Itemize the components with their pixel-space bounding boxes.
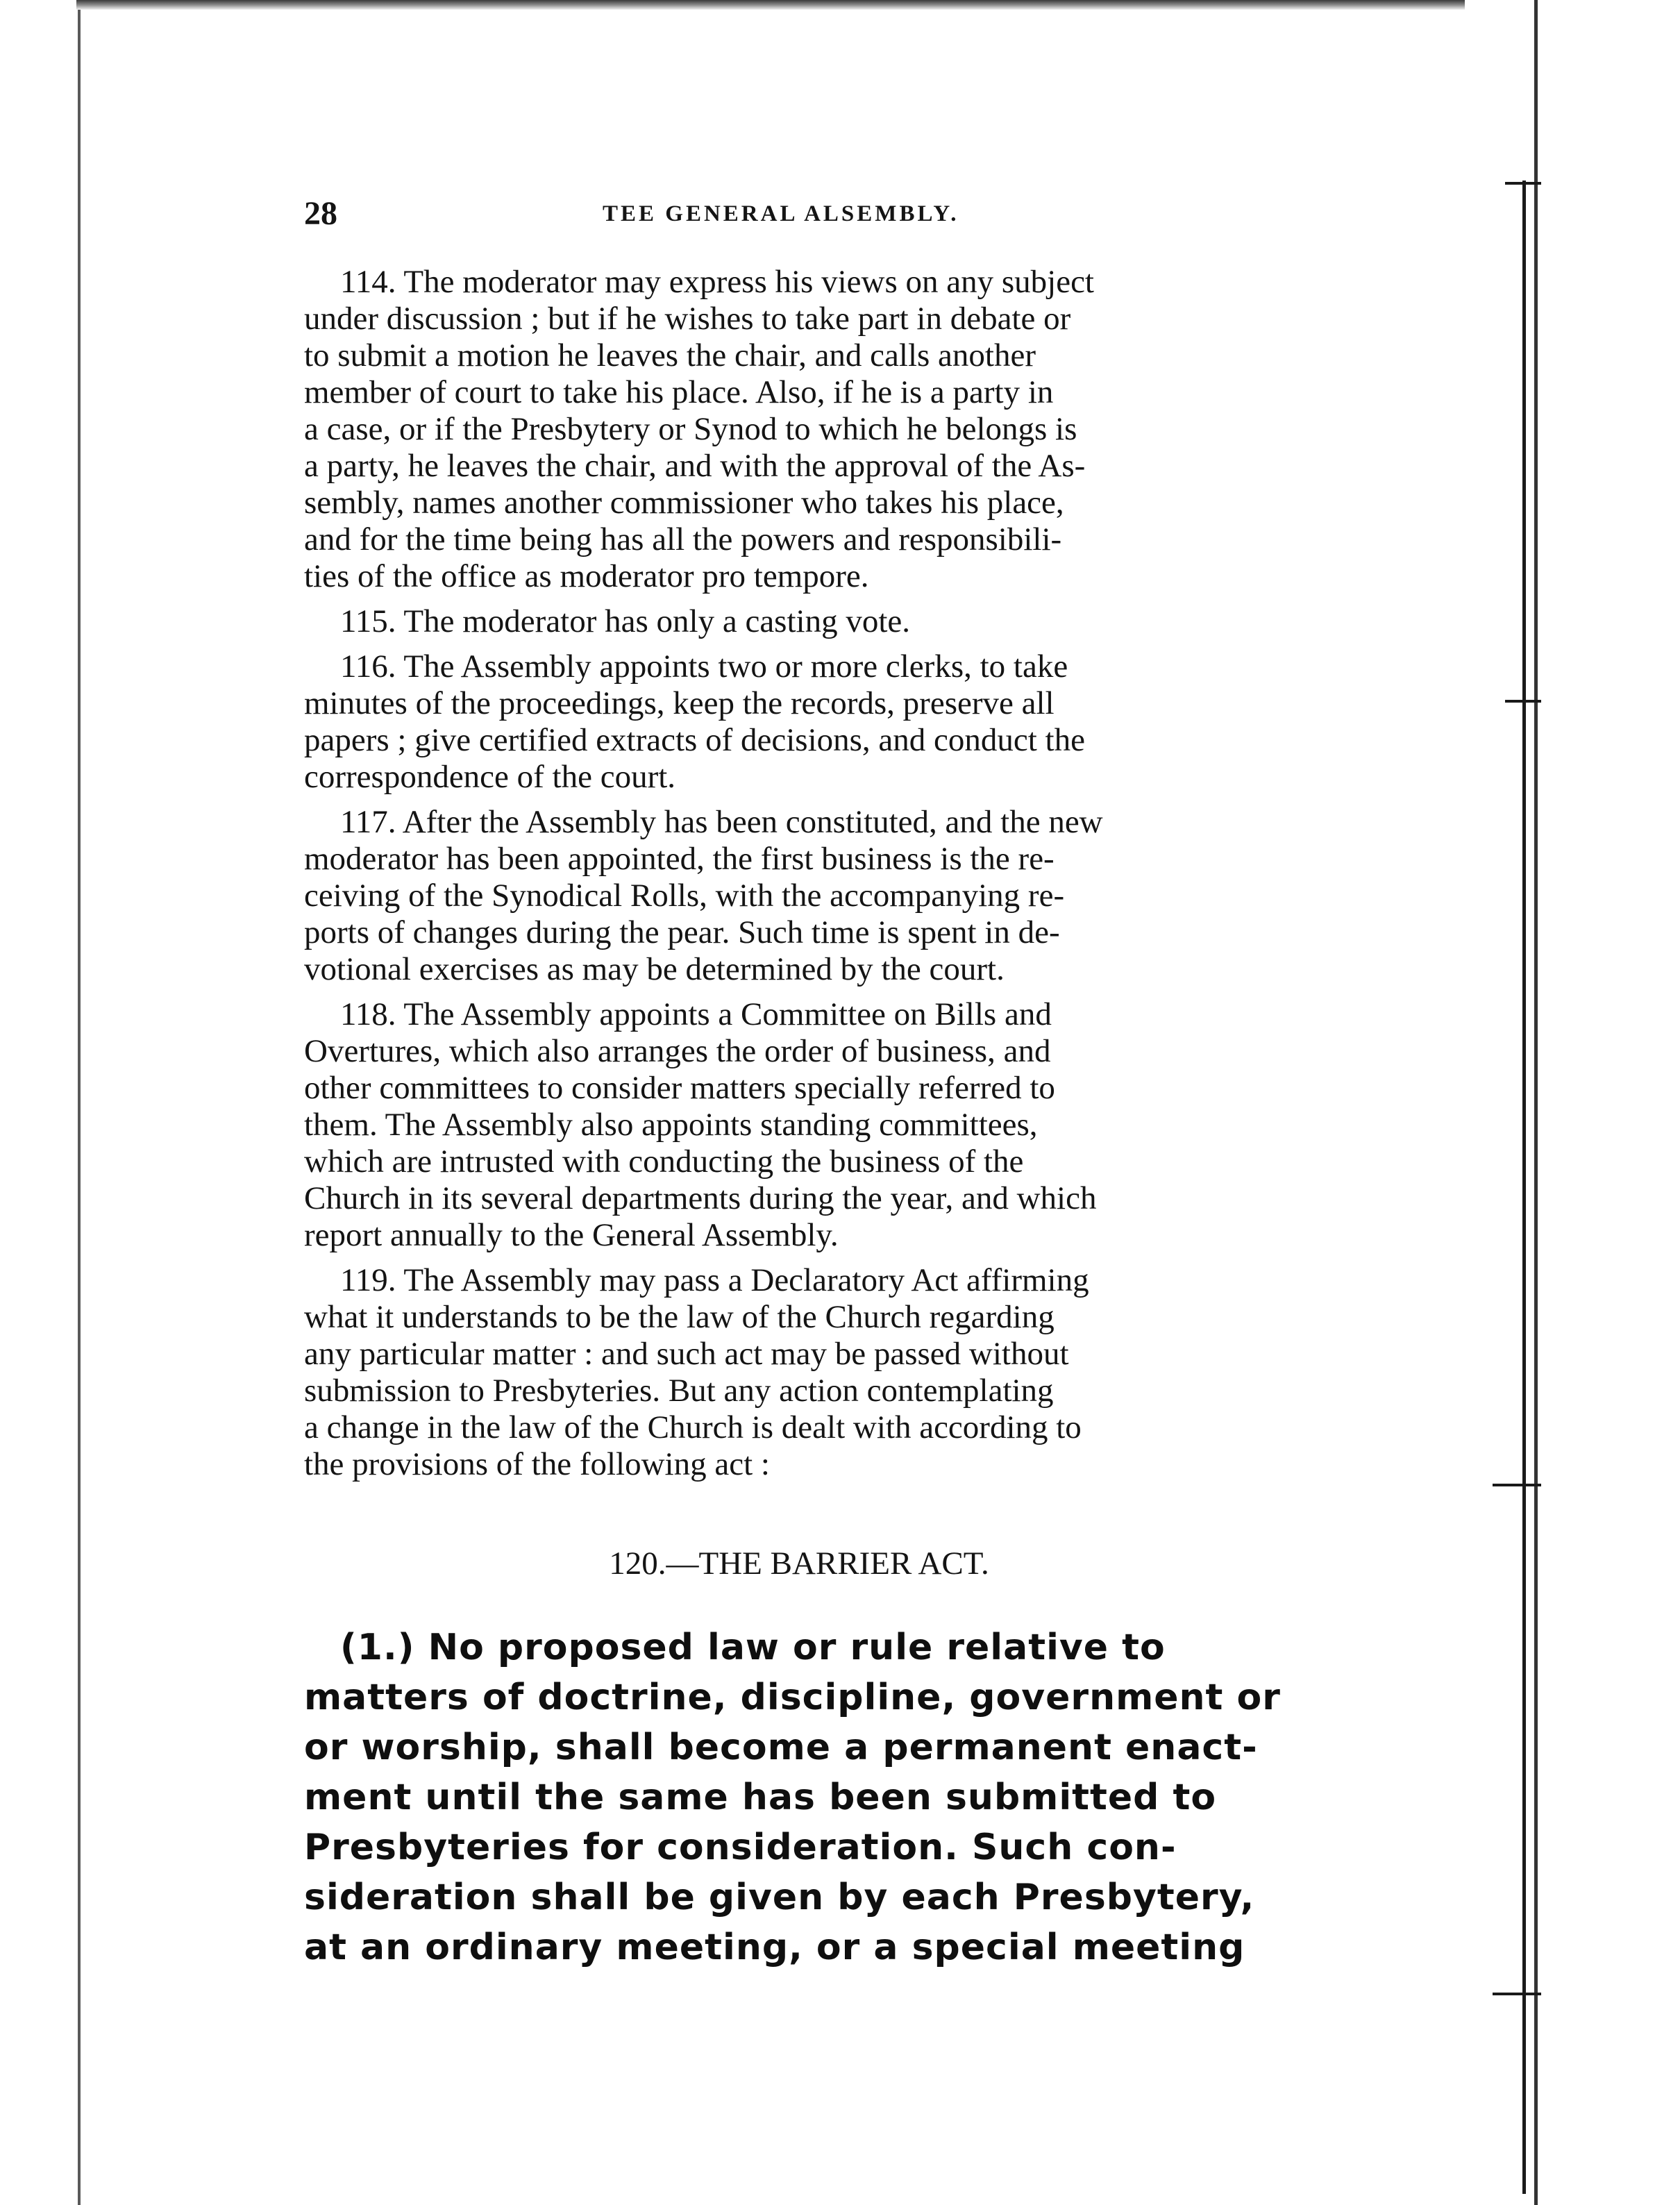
barrier-act-text: (1.) No proposed law or rule relative to matters of doctrine, discipline, government or or worship, shall become a permanent enact- ment until the same has been submitted to Presbyteries for consideration. Such con- sideration shall be given by each Presbytery, at an ordinary meeting, or a special meeting xyxy=(304,1627,1281,1968)
facing-page-edge xyxy=(1534,0,1680,2205)
paragraph-text: After the Assembly has been constituted, and the new moderator has been appointed, the first business is the re- ceiving of the Synodical Rolls, with the accompanying re- ports of changes during the pear. Such time is spent in de- votional exercises as may be determined by the court. xyxy=(304,804,1103,987)
section-heading: 120.—THE BARRIER ACT. xyxy=(609,1545,989,1582)
binding-mark xyxy=(1493,1993,1541,1995)
paragraph-118 xyxy=(304,996,1294,1254)
running-head xyxy=(304,194,1294,236)
paragraph-text: The moderator has only a casting vote. xyxy=(403,603,911,639)
binding-mark xyxy=(1493,1484,1541,1486)
page-number: 28 xyxy=(304,195,337,232)
paragraph-117 xyxy=(304,804,1294,988)
paragraph-text: The moderator may express his views on any subject under discussion ; but if he wishes to take part in debate or to submit a motion he leaves the chair, and calls another member of court to take his place. Also, if he is a party in a case, or if the Presbytery or Synod to which he belongs is a party, he leaves the chair, and with the approval of the As- sembly, names another commissioner who takes his place, and for the time being has all the powers and responsibili- ties of the office as moderator pro tempore. xyxy=(304,264,1094,594)
binding-mark xyxy=(1505,182,1541,185)
paragraph-text: The Assembly may pass a Declaratory Act affirming what it understands to be the law of the Church regarding any particular matter : and such act may be passed without submission to Presbyteries. But any action contemplating a change in the law of the Church is dealt with according to the provisions of the following act : xyxy=(304,1262,1089,1482)
paragraph-number: 116. xyxy=(340,648,396,685)
paragraph-115 xyxy=(304,603,1294,640)
binding-mark xyxy=(1505,700,1541,703)
body-text xyxy=(304,264,1294,1491)
paragraph-text: The Assembly appoints a Committee on Bills and Overtures, which also arranges the order of business, and other committees to consider matters specially referred to them. The Assembly also appoints standing committees, which are intrusted with conducting the business of the Church in its several departments during the year, and which report annually to the General Assembly. xyxy=(304,996,1097,1253)
paragraph-119 xyxy=(304,1262,1294,1483)
running-title: TEE GENERAL ALSEMBLY. xyxy=(603,201,959,226)
page-top-shadow xyxy=(76,0,1465,10)
paragraph-number: 118. xyxy=(340,996,396,1032)
scan-left-margin xyxy=(0,0,76,2205)
paragraph-number: 115. xyxy=(340,603,396,639)
paragraph-number: 114. xyxy=(340,264,396,300)
paragraph-114 xyxy=(304,264,1294,595)
paragraph-text: The Assembly appoints two or more clerks, to take minutes of the proceedings, keep the records, preserve all papers ; give certified extracts of decisions, and conduct the correspondence of the court. xyxy=(304,648,1085,795)
paragraph-number: 117. xyxy=(340,804,396,840)
binding-line xyxy=(1522,181,1526,2194)
paragraph-number: 119. xyxy=(340,1262,396,1298)
paragraph-116 xyxy=(304,648,1294,796)
